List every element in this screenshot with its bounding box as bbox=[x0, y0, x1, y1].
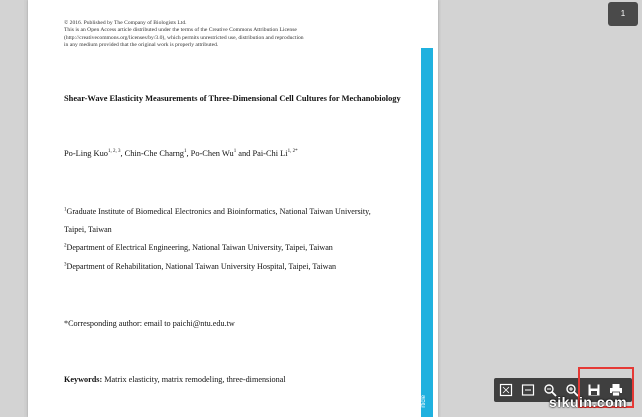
paper-title: Shear-Wave Elasticity Measurements of Three-Dimensional Cell Cultures for Mechanobiology bbox=[64, 94, 401, 103]
pdf-page bbox=[28, 0, 438, 417]
keywords-text: Matrix elasticity, matrix remodeling, three-dimensional bbox=[102, 375, 286, 384]
author-affiliation: 1, 2, 3 bbox=[107, 149, 121, 155]
affiliation-text: Department of Rehabilitation, National Taiwan University Hospital, Taipei, Taiwan bbox=[66, 262, 337, 271]
fit-page-button[interactable] bbox=[498, 382, 514, 398]
license-line: This is an Open Access article distributed under the terms of the Creative Commons Attribution License bbox=[64, 27, 297, 34]
keywords-label: Keywords: bbox=[64, 375, 103, 384]
author: , Chin-Che Charng bbox=[120, 149, 184, 158]
affiliation-number: 2 bbox=[64, 243, 67, 249]
watermark-text: sikuin.com bbox=[549, 394, 628, 410]
keywords bbox=[64, 375, 286, 384]
page-number-badge[interactable]: 1 bbox=[608, 2, 638, 26]
author-affiliation: 1, 2* bbox=[287, 149, 298, 155]
journal-side-strip bbox=[421, 48, 433, 417]
author-affiliation: 1 bbox=[183, 149, 187, 155]
affiliation-number: 1 bbox=[64, 207, 67, 213]
fit-width-button[interactable] bbox=[520, 382, 536, 398]
affiliation-2 bbox=[64, 243, 333, 252]
affiliation-1 bbox=[64, 207, 371, 216]
affiliation-text: Department of Electrical Engineering, National Taiwan University, Taipei, Taiwan bbox=[66, 243, 333, 252]
affiliation-1-cont: Taipei, Taiwan bbox=[64, 225, 112, 234]
corresponding-author: *Corresponding author: email to paichi@ntu.edu.tw bbox=[64, 319, 235, 328]
side-strip-label: rticle bbox=[421, 395, 427, 408]
license-line: in any medium provided that the original work is properly attributed. bbox=[64, 42, 219, 49]
author: and Pai-Chi Li bbox=[236, 149, 288, 158]
affiliation-number: 3 bbox=[64, 262, 67, 268]
author: , Po-Chen Wu bbox=[186, 149, 234, 158]
license-line: © 2016. Published by The Company of Biologists Ltd. bbox=[64, 20, 187, 26]
license-notice bbox=[64, 20, 364, 50]
license-line: (http://creativecommons.org/licenses/by/3.0), which permits unrestricted use, distribution and reproduction bbox=[64, 34, 304, 41]
fit-width-icon bbox=[521, 383, 535, 397]
author-affiliation: 1 bbox=[233, 149, 237, 155]
author: Po-Ling Kuo bbox=[64, 149, 108, 158]
affiliation-3 bbox=[64, 262, 336, 271]
author-list bbox=[64, 149, 298, 158]
fit-page-icon bbox=[499, 383, 513, 397]
affiliation-text: Graduate Institute of Biomedical Electronics and Bioinformatics, National Taiwan University, bbox=[66, 207, 371, 216]
